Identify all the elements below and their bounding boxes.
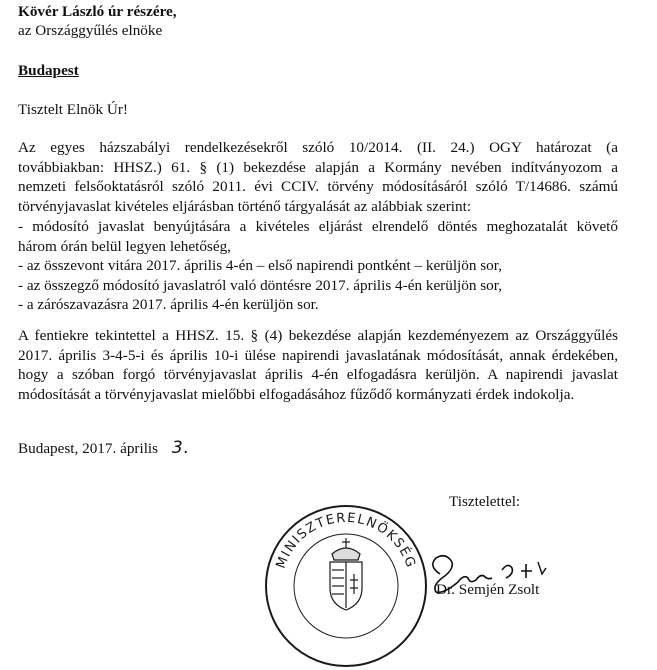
handwritten-day: 3. [171,438,191,458]
salutation: Tisztelt Elnök Úr! [18,101,128,118]
paragraph-line: A fentiekre tekintettel a HHSZ. 15. § (4) bekezdése alapján kezdeményezem az Országgyűlés [18,327,618,344]
list-item: - a zárószavazásra 2017. április 4-én kerüljön sor. [18,296,319,314]
date-prefix: Budapest, 2017. április [18,440,159,457]
official-stamp [262,502,430,670]
paragraph-intro [18,138,618,216]
list-item: - az összevont vitára 2017. április 4-én – első napirendi pontként – kerüljön sor, [18,257,503,275]
recipient-name: Kövér László úr részére, [18,3,177,20]
paragraph-line: Az egyes házszabályi rendelkezésekről szóló 10/2014. (II. 24.) OGY határozat (a [18,139,618,156]
paragraph-line: 2017. április 3-4-5-i és április 10-i ülése napirendi javaslatának módosítását, annak érdekében, [18,346,618,364]
paragraph-line: továbbiakban: HHSZ.) 61. § (1) bekezdése alapján a Kormány nevében indítványozom a [18,158,618,176]
list-item: - módosító javaslat benyújtására a kivételes eljárást elrendelő döntés meghozatalát követő [18,218,618,235]
paragraph-agenda [18,326,618,404]
paragraph-line: hogy a szóban forgó törvényjavaslat április 4-én elfogadásra kerüljön. A napirendi javaslat [18,366,618,384]
recipient-title: az Országgyűlés elnöke [18,22,163,39]
list-item: - az összegző módosító javaslatról való döntésre 2017. április 4-én kerüljön sor, [18,276,503,294]
coat-of-arms-icon [330,538,362,610]
request-list [18,217,618,315]
paragraph-line: módosítását a törvényjavaslat mielőbbi elfogadásához fűződő kormányzati érdek indokolja. [18,385,575,403]
stamp-text: MINISZTERELNÖKSÉG [273,510,419,571]
signer-name: Dr. Semjén Zsolt [436,581,540,598]
date-line [18,439,190,459]
paragraph-line: törvényjavaslat kivételes eljárásban történő tárgyalását az alábbiak szerint: [18,197,472,215]
list-item-continuation: három órán belül legyen lehetőség, [18,237,231,255]
closing: Tisztelettel: [449,493,521,510]
paragraph-line: nemzeti felsőoktatásról szóló 2011. évi CCIV. törvény módosításáról szóló T/14686. számú [18,178,618,196]
city-heading: Budapest [18,62,79,79]
